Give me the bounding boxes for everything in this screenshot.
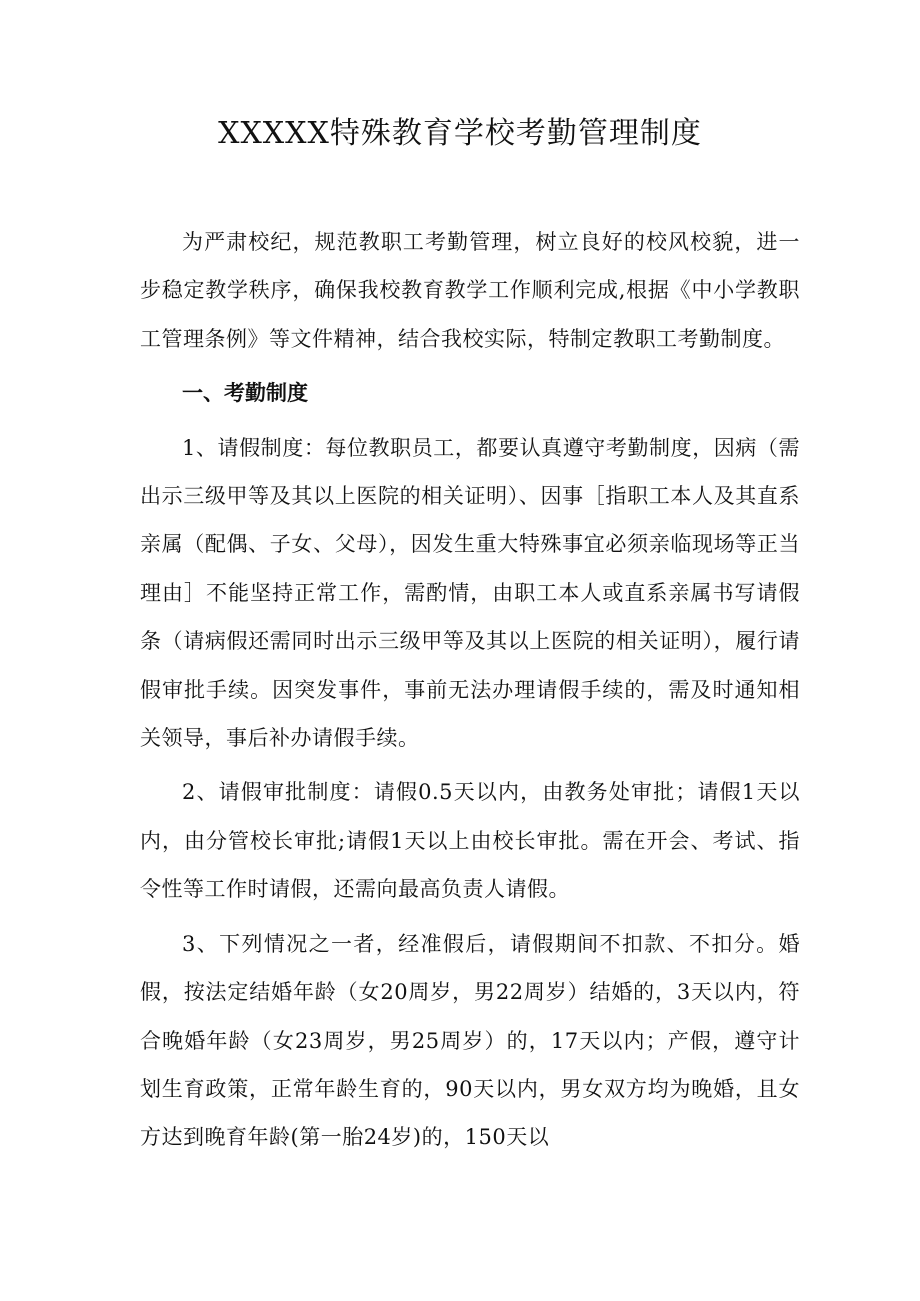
item-2-paragraph: 2、请假审批制度：请假0.5天以内，由教务处审批；请假1天以内，由分管校长审批;请假1天以上由校长审批。需在开会、考试、指令性等工作时请假，还需向最高负责人请假。	[140, 780, 800, 902]
document-title: XXXXX特殊教育学校考勤管理制度	[218, 116, 702, 151]
document-body	[140, 218, 800, 1162]
intro-paragraph: 为严肃校纪，规范教职工考勤管理，树立良好的校风校貌，进一步稳定教学秩序，确保我校教育教学工作顺利完成,根据《中小学教职工管理条例》等文件精神，结合我校实际，特制定教职工考勤制度。	[140, 230, 800, 351]
item-3-paragraph: 3、下列情况之一者，经准假后，请假期间不扣款、不扣分。婚假，按法定结婚年龄（女20周岁，男22周岁）结婚的，3天以内，符合晚婚年龄（女23周岁，男25周岁）的，17天以内；产假，遵守计划生育政策，正常年龄生育的，90天以内，男女双方均为晚婚，且女方达到晚育年龄(第一胎24岁)的，150天以	[140, 931, 800, 1150]
item-1-paragraph: 1、请假制度：每位教职员工，都要认真遵守考勤制度，因病（需出示三级甲等及其以上医院的相关证明）、因事［指职工本人及其直系亲属（配偶、子女、父母），因发生重大特殊事宜必须亲临现场等正当理由］不能坚持正常工作，需酌情，由职工本人或直系亲属书写请假条（请病假还需同时出示三级甲等及其以上医院的相关证明），履行请假审批手续。因突发事件，事前无法办理请假手续的，需及时通知相关领导，事后补办请假手续。	[140, 435, 800, 751]
section-heading: 一、考勤制度	[182, 381, 308, 406]
